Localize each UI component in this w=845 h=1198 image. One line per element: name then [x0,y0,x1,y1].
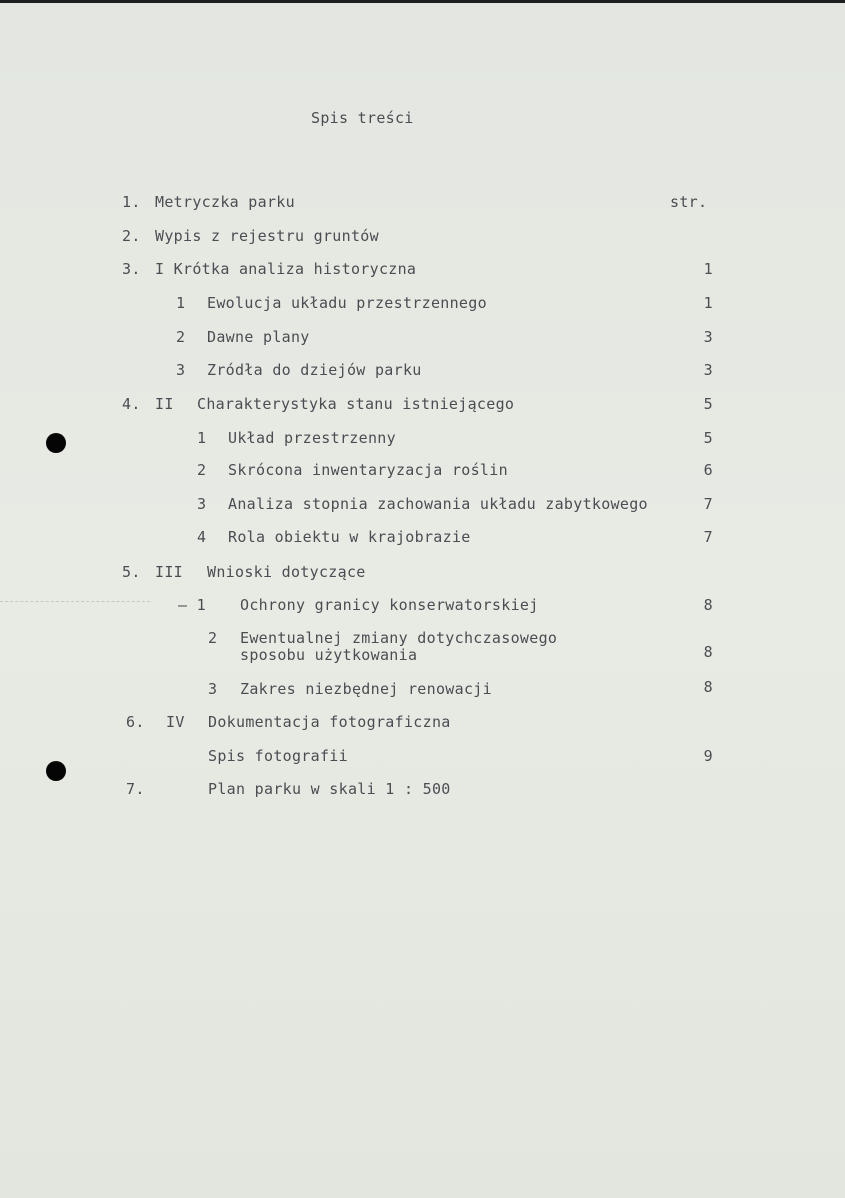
toc-label: Charakterystyka stanu istniejącego [197,395,515,413]
toc-number: 7. [126,780,145,798]
page-column-label: str. [670,193,708,211]
toc-number: 6. [126,713,145,731]
toc-label: Wypis z rejestru gruntów [155,227,379,245]
toc-number: 3 [208,680,218,698]
toc-number: 2 [176,328,186,346]
toc-number: 4 [197,528,207,546]
toc-number: 1 [197,429,207,447]
top-edge [0,0,845,3]
toc-label-continued: sposobu użytkowania [240,646,418,664]
punch-hole-icon [46,433,66,453]
toc-number: 1. [122,193,141,211]
toc-number: 1 [176,294,186,312]
toc-page: 8 [703,596,713,614]
toc-page: 6 [703,461,713,479]
toc-label: Dawne plany [207,328,310,346]
fold-mark [0,601,150,603]
toc-number: 3. [122,260,141,278]
toc-page: 7 [703,495,713,513]
toc-label: Dokumentacja fotograficzna [208,713,451,731]
toc-page: 5 [703,395,713,413]
toc-label: Zakres niezbędnej renowacji [240,680,492,698]
toc-label: Układ przestrzenny [228,429,396,447]
toc-page: 8 [703,678,713,696]
toc-number: 2 [208,629,218,647]
toc-label: Wnioski dotyczące [207,563,366,581]
toc-roman: III [155,563,183,581]
toc-page: 5 [703,429,713,447]
toc-label: Spis fotografii [208,747,348,765]
toc-page: 1 [703,260,713,278]
toc-number: 3 [197,495,207,513]
toc-label: Ochrony granicy konserwatorskiej [240,596,539,614]
toc-label: Plan parku w skali 1 : 500 [208,780,451,798]
toc-number: 2. [122,227,141,245]
toc-page: 1 [703,294,713,312]
toc-page: 7 [703,528,713,546]
toc-label: Skrócona inwentaryzacja roślin [228,461,508,479]
punch-hole-icon [46,761,66,781]
toc-page: 3 [703,361,713,379]
toc-roman: II [155,395,174,413]
toc-label: I Krótka analiza historyczna [155,260,417,278]
toc-label: Ewolucja układu przestrzennego [207,294,487,312]
toc-number: 5. [122,563,141,581]
toc-label: Zródła do dziejów parku [207,361,422,379]
toc-label: Rola obiektu w krajobrazie [228,528,471,546]
toc-number: 3 [176,361,186,379]
toc-page: 3 [703,328,713,346]
toc-label: Metryczka parku [155,193,295,211]
toc-label: Ewentualnej zmiany dotychczasowego [240,629,558,647]
toc-number: 4. [122,395,141,413]
toc-label: Analiza stopnia zachowania układu zabytkowego [228,495,648,513]
toc-number: 2 [197,461,207,479]
toc-number: – 1 [178,596,206,614]
toc-page: 8 [703,643,713,661]
toc-roman: IV [166,713,185,731]
page-title: Spis treści [311,109,414,127]
toc-page: 9 [703,747,713,765]
